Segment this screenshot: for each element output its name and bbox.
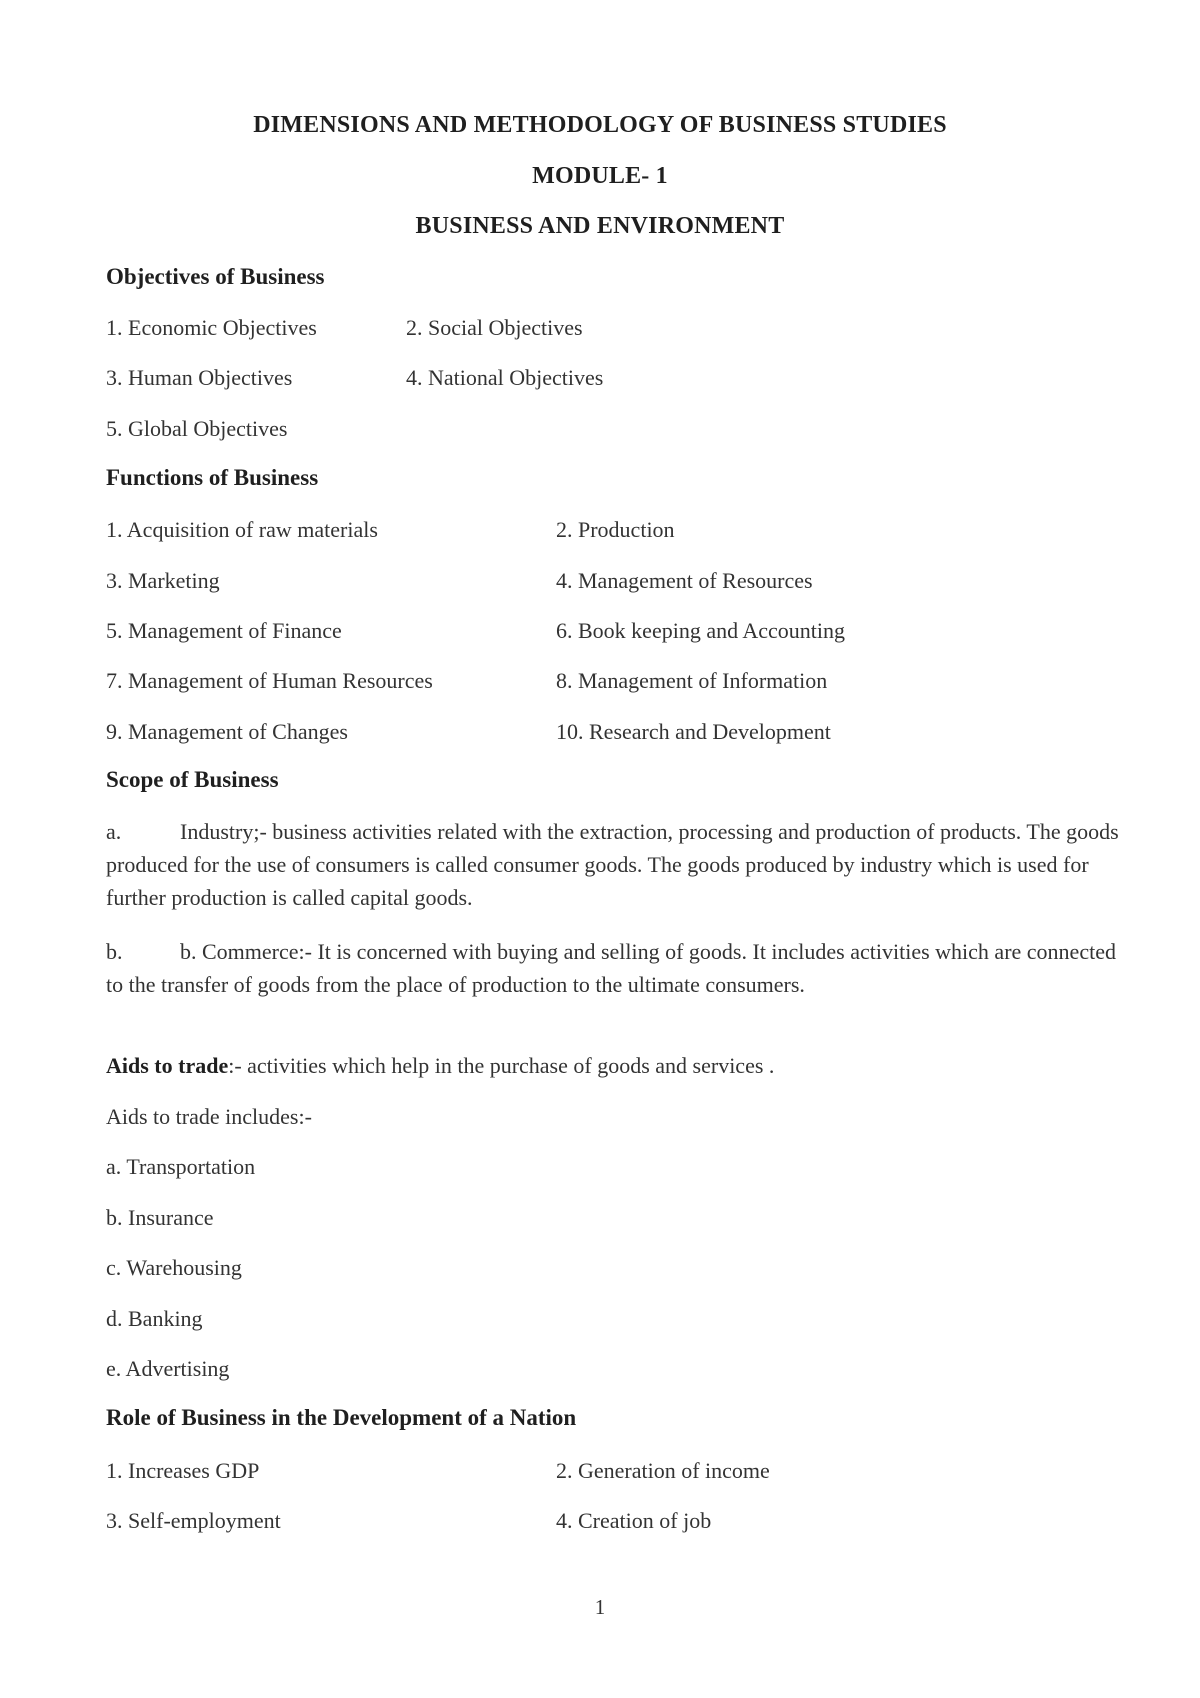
aids-to-trade-text: :- activities which help in the purchase of goods and services . (228, 1053, 775, 1078)
industry-text: Industry;- business activities related with the extraction, processing and production of products. The goods produced for the use of consumers is called consumer goods. The goods produced by industry which is used for further production is called capital goods. (106, 819, 1119, 910)
objectives-heading: Objectives of Business (106, 264, 325, 289)
aids-to-trade-line (106, 1053, 774, 1079)
commerce-paragraph (106, 935, 1121, 1001)
paragraph-marker: a. (106, 819, 122, 844)
section-title: BUSINESS AND ENVIRONMENT (415, 213, 785, 239)
list-item: 2. Generation of income (556, 1458, 770, 1483)
aids-to-trade-label: Aids to trade (106, 1053, 229, 1078)
commerce-text: b. Commerce:- It is concerned with buying and selling of goods. It includes activities which are connected to the transfer of goods from the place of production to the ultimate consumers. (106, 939, 1116, 997)
list-item: 2. Production (556, 517, 675, 542)
paragraph-marker: b. (106, 939, 123, 964)
list-item: 2. Social Objectives (406, 315, 583, 340)
list-item: b. Insurance (106, 1205, 214, 1230)
list-item: a. Transportation (106, 1154, 256, 1179)
list-item: 7. Management of Human Resources (106, 668, 433, 693)
list-item: 5. Management of Finance (106, 618, 342, 643)
industry-paragraph (106, 815, 1121, 914)
page-number: 1 (594, 1595, 606, 1619)
scope-heading: Scope of Business (106, 767, 279, 792)
role-heading: Role of Business in the Development of a Nation (106, 1405, 577, 1430)
module-label: MODULE- 1 (532, 163, 668, 189)
list-item: 3. Human Objectives (106, 365, 293, 390)
list-item: 9. Management of Changes (106, 719, 348, 744)
list-item: 8. Management of Information (556, 668, 828, 693)
list-item: c. Warehousing (106, 1255, 242, 1280)
list-item: 5. Global Objectives (106, 416, 288, 441)
list-item: 3. Marketing (106, 568, 220, 593)
list-item: 4. Creation of job (556, 1508, 712, 1533)
list-item: e. Advertising (106, 1356, 230, 1381)
functions-heading: Functions of Business (106, 465, 319, 490)
list-item: 1. Increases GDP (106, 1458, 260, 1483)
list-item: 4. National Objectives (406, 365, 604, 390)
list-item: 1. Economic Objectives (106, 315, 317, 340)
list-item: 10. Research and Development (556, 719, 831, 744)
list-item: d. Banking (106, 1306, 203, 1331)
list-item: 1. Acquisition of raw materials (106, 517, 378, 542)
list-item: 3. Self-employment (106, 1508, 281, 1533)
document-title: DIMENSIONS AND METHODOLOGY OF BUSINESS STUDIES (253, 112, 947, 138)
list-item: 6. Book keeping and Accounting (556, 618, 846, 643)
aids-includes-label: Aids to trade includes:- (106, 1104, 312, 1129)
list-item: 4. Management of Resources (556, 568, 813, 593)
